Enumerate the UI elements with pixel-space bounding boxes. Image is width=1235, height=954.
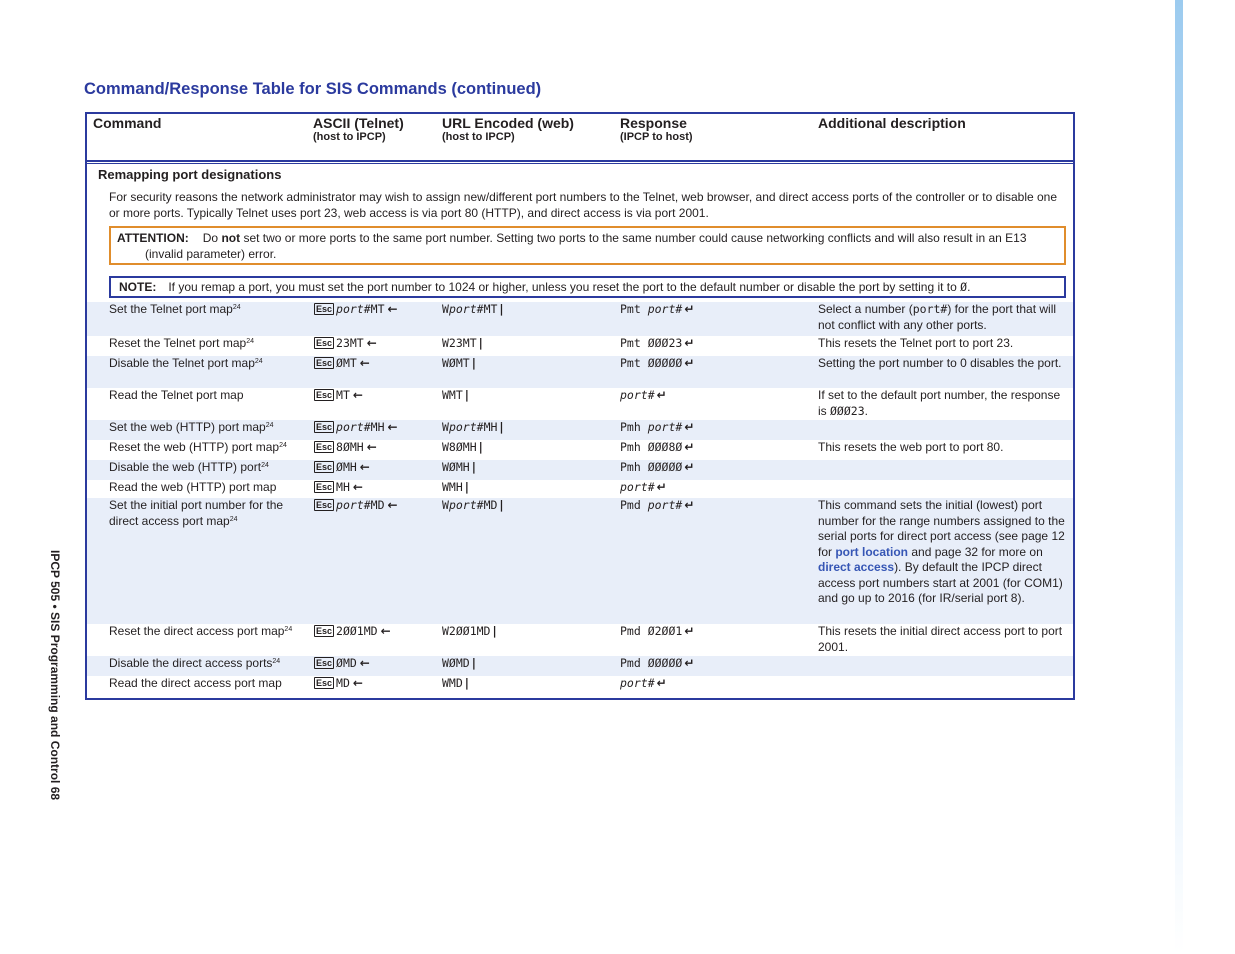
- command-label: Set the initial port number for the direct access port map$^{24}$: [109, 498, 284, 528]
- command-label: Reset the direct access port map$^{24}$: [109, 624, 293, 638]
- return-icon: ↵: [684, 460, 695, 474]
- url-command: WMT |: [442, 388, 469, 402]
- ascii-command: Esc ØMH ←: [316, 460, 370, 474]
- ascii-command: Esc 23MT ←: [316, 336, 377, 350]
- carriage-return-icon: ←: [380, 624, 391, 638]
- header-url: URL Encoded (web) (host to IPCP): [442, 115, 574, 143]
- url-command: W8ØMH |: [442, 440, 483, 454]
- table-header: [87, 114, 1073, 162]
- carriage-return-icon: ←: [352, 676, 363, 690]
- response: Pmd port# ↵: [620, 498, 695, 512]
- description: Setting the port number to 0 disables the port.: [818, 356, 1062, 370]
- note-box: NOTE: If you remap a port, you must set the port number to 1024 or higher, unless you reset the port to the default number or disable the port by setting it to Ø.: [109, 276, 1066, 298]
- description: This resets the web port to port 80.: [818, 440, 1004, 454]
- table-row: [87, 624, 1073, 656]
- ascii-command: Esc port#MT ←: [316, 302, 398, 316]
- esc-key-icon: Esc: [316, 678, 333, 688]
- command-label: Disable the direct access ports$^{24}$: [109, 656, 281, 670]
- return-icon: ↵: [684, 656, 695, 670]
- header-command: Command: [93, 115, 162, 131]
- attention-box: ATTENTION: Do not set two or more ports to the same port number. Setting two ports to the same number could cause networking conflicts and will also result in an E13 (invalid parameter) error.: [109, 226, 1066, 265]
- response: Pmt ØØØ23 ↵: [620, 336, 695, 350]
- command-label: Reset the Telnet port map$^{24}$: [109, 336, 254, 350]
- esc-key-icon: Esc: [316, 304, 333, 314]
- return-icon: ↵: [656, 676, 667, 690]
- table-row: [87, 302, 1073, 336]
- pipe-terminator-icon: |: [499, 420, 504, 434]
- pipe-terminator-icon: |: [492, 624, 497, 638]
- header-ascii: ASCII (Telnet) (host to IPCP): [313, 115, 404, 143]
- response: Pmt port# ↵: [620, 302, 695, 316]
- carriage-return-icon: ←: [352, 388, 363, 402]
- url-command: WMD |: [442, 676, 469, 690]
- url-command: Wport#MH |: [442, 420, 504, 434]
- command-label: Set the Telnet port map$^{24}$: [109, 302, 241, 316]
- url-command: WMH |: [442, 480, 469, 494]
- ascii-command: Esc ØMT ←: [316, 356, 370, 370]
- carriage-return-icon: ←: [387, 498, 398, 512]
- pipe-terminator-icon: |: [478, 440, 483, 454]
- return-icon: ↵: [684, 624, 695, 638]
- esc-key-icon: Esc: [316, 626, 333, 636]
- pipe-terminator-icon: |: [464, 388, 469, 402]
- ascii-command: Esc 2ØØ1MD ←: [316, 624, 391, 638]
- pipe-terminator-icon: |: [471, 656, 476, 670]
- return-icon: ↵: [656, 388, 667, 402]
- carriage-return-icon: ←: [359, 356, 370, 370]
- section-intro: For security reasons the network administrator may wish to assign new/different port numbers to the Telnet, web browser, and direct access ports of the controller or to disable one or more ports. Typically Telnet uses port 23, web access is via port 80 (HTTP), and direct access is via port 2001.: [109, 190, 1058, 220]
- response: Pmh ØØØ8Ø ↵: [620, 440, 695, 454]
- carriage-return-icon: ←: [359, 460, 370, 474]
- url-command: W23MT |: [442, 336, 483, 350]
- ascii-command: Esc port#MH ←: [316, 420, 398, 434]
- table-row: [87, 356, 1073, 388]
- command-label: Set the web (HTTP) port map$^{24}$: [109, 420, 274, 434]
- command-label: Disable the Telnet port map$^{24}$: [109, 356, 263, 370]
- url-command: WØMH |: [442, 460, 476, 474]
- response: Pmh port# ↵: [620, 420, 695, 434]
- attention-label: ATTENTION:: [117, 231, 189, 245]
- command-label: Read the direct access port map: [109, 676, 282, 690]
- esc-key-icon: Esc: [316, 338, 333, 348]
- pipe-terminator-icon: |: [471, 460, 476, 474]
- table-row: [87, 480, 1073, 498]
- response: Pmd ØØØØØ ↵: [620, 656, 695, 670]
- note-label: NOTE:: [119, 280, 157, 294]
- page-title: Command/Response Table for SIS Commands (continued): [84, 80, 542, 98]
- command-label: Disable the web (HTTP) port$^{24}$: [109, 460, 269, 474]
- table-row: [87, 336, 1073, 356]
- return-icon: ↵: [684, 302, 695, 316]
- response: port# ↵: [620, 480, 667, 494]
- table-row: [87, 656, 1073, 676]
- pipe-terminator-icon: |: [478, 336, 483, 350]
- table-row: [87, 420, 1073, 440]
- return-icon: ↵: [684, 356, 695, 370]
- url-command: WØMD |: [442, 656, 476, 670]
- response: port# ↵: [620, 676, 667, 690]
- section-title: Remapping port designations: [98, 167, 282, 182]
- table-row: [87, 498, 1073, 624]
- description: If set to the default port number, the response is ØØØ23.: [818, 388, 1061, 418]
- port-location-link[interactable]: port location: [835, 544, 909, 559]
- response: Pmh ØØØØØ ↵: [620, 460, 695, 474]
- esc-key-icon: Esc: [316, 482, 333, 492]
- carriage-return-icon: ←: [359, 656, 370, 670]
- url-command: Wport#MT |: [442, 302, 504, 316]
- pipe-terminator-icon: |: [499, 302, 504, 316]
- command-table: [85, 112, 1075, 700]
- carriage-return-icon: ←: [387, 420, 398, 434]
- ascii-command: Esc MH ←: [316, 480, 363, 494]
- ascii-command: Esc port#MD ←: [316, 498, 398, 512]
- pipe-terminator-icon: |: [464, 676, 469, 690]
- command-label: Read the web (HTTP) port map: [109, 480, 277, 494]
- footer-text: IPCP 505 • SIS Programming and Control 68: [48, 550, 62, 801]
- pipe-terminator-icon: |: [471, 356, 476, 370]
- table-row: [87, 388, 1073, 420]
- description: This resets the initial direct access port to port 2001.: [818, 624, 1063, 654]
- ascii-command: Esc MD ←: [316, 676, 363, 690]
- url-command: Wport#MD |: [442, 498, 504, 512]
- esc-key-icon: Esc: [316, 390, 333, 400]
- esc-key-icon: Esc: [316, 500, 333, 510]
- header-description: Additional description: [818, 115, 966, 131]
- esc-key-icon: Esc: [316, 462, 333, 472]
- carriage-return-icon: ←: [352, 480, 363, 494]
- return-icon: ↵: [684, 420, 695, 434]
- page-edge-bar: [1175, 0, 1183, 954]
- return-icon: ↵: [684, 440, 695, 454]
- response: port# ↵: [620, 388, 667, 402]
- carriage-return-icon: ←: [366, 336, 377, 350]
- esc-key-icon: Esc: [316, 658, 333, 668]
- response: Pmd Ø2ØØ1 ↵: [620, 624, 695, 638]
- direct-access-link[interactable]: direct access: [818, 560, 895, 574]
- url-command: W2ØØ1MD |: [442, 624, 497, 638]
- esc-key-icon: Esc: [316, 442, 333, 452]
- esc-key-icon: Esc: [316, 422, 333, 432]
- carriage-return-icon: ←: [387, 302, 398, 316]
- page-footer: [44, 550, 66, 870]
- return-icon: ↵: [684, 498, 695, 512]
- esc-key-icon: Esc: [316, 358, 333, 368]
- header-response: Response (IPCP to host): [620, 115, 693, 143]
- pipe-terminator-icon: |: [464, 480, 469, 494]
- return-icon: ↵: [656, 480, 667, 494]
- carriage-return-icon: ←: [366, 440, 377, 454]
- url-command: WØMT |: [442, 356, 476, 370]
- command-label: Reset the web (HTTP) port map$^{24}$: [109, 440, 287, 454]
- response: Pmt ØØØØØ ↵: [620, 356, 695, 370]
- ascii-command: Esc ØMD ←: [316, 656, 370, 670]
- table-row: [87, 460, 1073, 480]
- ascii-command: Esc MT ←: [316, 388, 363, 402]
- ascii-command: Esc 8ØMH ←: [316, 440, 377, 454]
- table-row: [87, 440, 1073, 460]
- description: This command sets the initial (lowest) port number for the range numbers assigned to the serial ports for direct port access (see page 12 for port location and page 32 for more on direct access). By default the IPCP direct access port numbers start at 2001 (for COM1) and go up to 2016 (for IR/serial port 8).: [818, 498, 1065, 605]
- table-row: [87, 676, 1073, 696]
- command-label: Read the Telnet port map: [109, 388, 244, 402]
- pipe-terminator-icon: |: [499, 498, 504, 512]
- return-icon: ↵: [684, 336, 695, 350]
- description: This resets the Telnet port to port 23.: [818, 336, 1014, 350]
- description: Select a number (port#) for the port that will not conflict with any other ports.: [818, 302, 1057, 332]
